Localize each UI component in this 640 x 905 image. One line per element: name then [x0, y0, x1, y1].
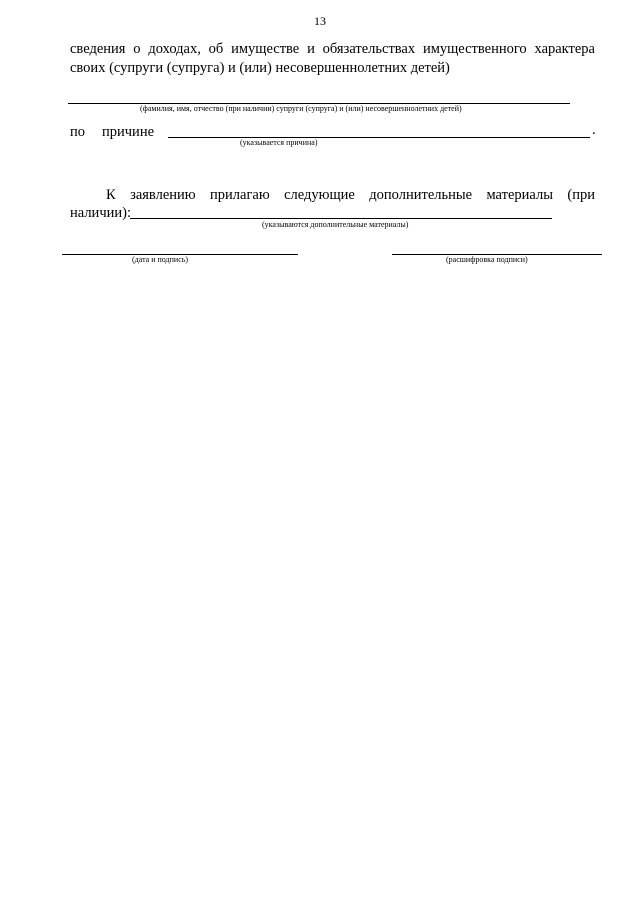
attachments-first-line: [70, 186, 595, 205]
attach-word: дополнительные: [369, 187, 473, 203]
attach-word: материалы: [486, 187, 553, 203]
attach-word: (при: [567, 187, 595, 203]
reason-caption: (указывается причина): [240, 138, 318, 147]
reason-word-prichine: причине: [102, 124, 155, 140]
page-number: 13: [314, 14, 326, 28]
attach-word: следующие: [284, 187, 355, 203]
family-name-caption: (фамилия, имя, отчество (при наличии) супруги (супруга) и (или) несовершеннолетних детей): [140, 104, 462, 113]
attach-word: прилагаю: [210, 187, 270, 203]
intro-paragraph: сведения о доходах, об имуществе и обязательствах имущественного характера своих (супруги (супруга) и (или) несовершеннолетних детей): [70, 41, 595, 76]
attach-word: К: [106, 187, 116, 203]
attachments-caption: (указываются дополнительные материалы): [262, 220, 409, 229]
reason-period: .: [592, 122, 596, 138]
signature-decode-caption: (расшифровка подписи): [446, 255, 528, 264]
attachments-second-line: наличии):: [70, 205, 131, 221]
attachments-line: [130, 218, 552, 219]
reason-line: [168, 137, 590, 138]
date-signature-caption: (дата и подпись): [132, 255, 189, 264]
reason-word-po: по: [70, 124, 86, 140]
attach-word: заявлению: [130, 187, 196, 203]
